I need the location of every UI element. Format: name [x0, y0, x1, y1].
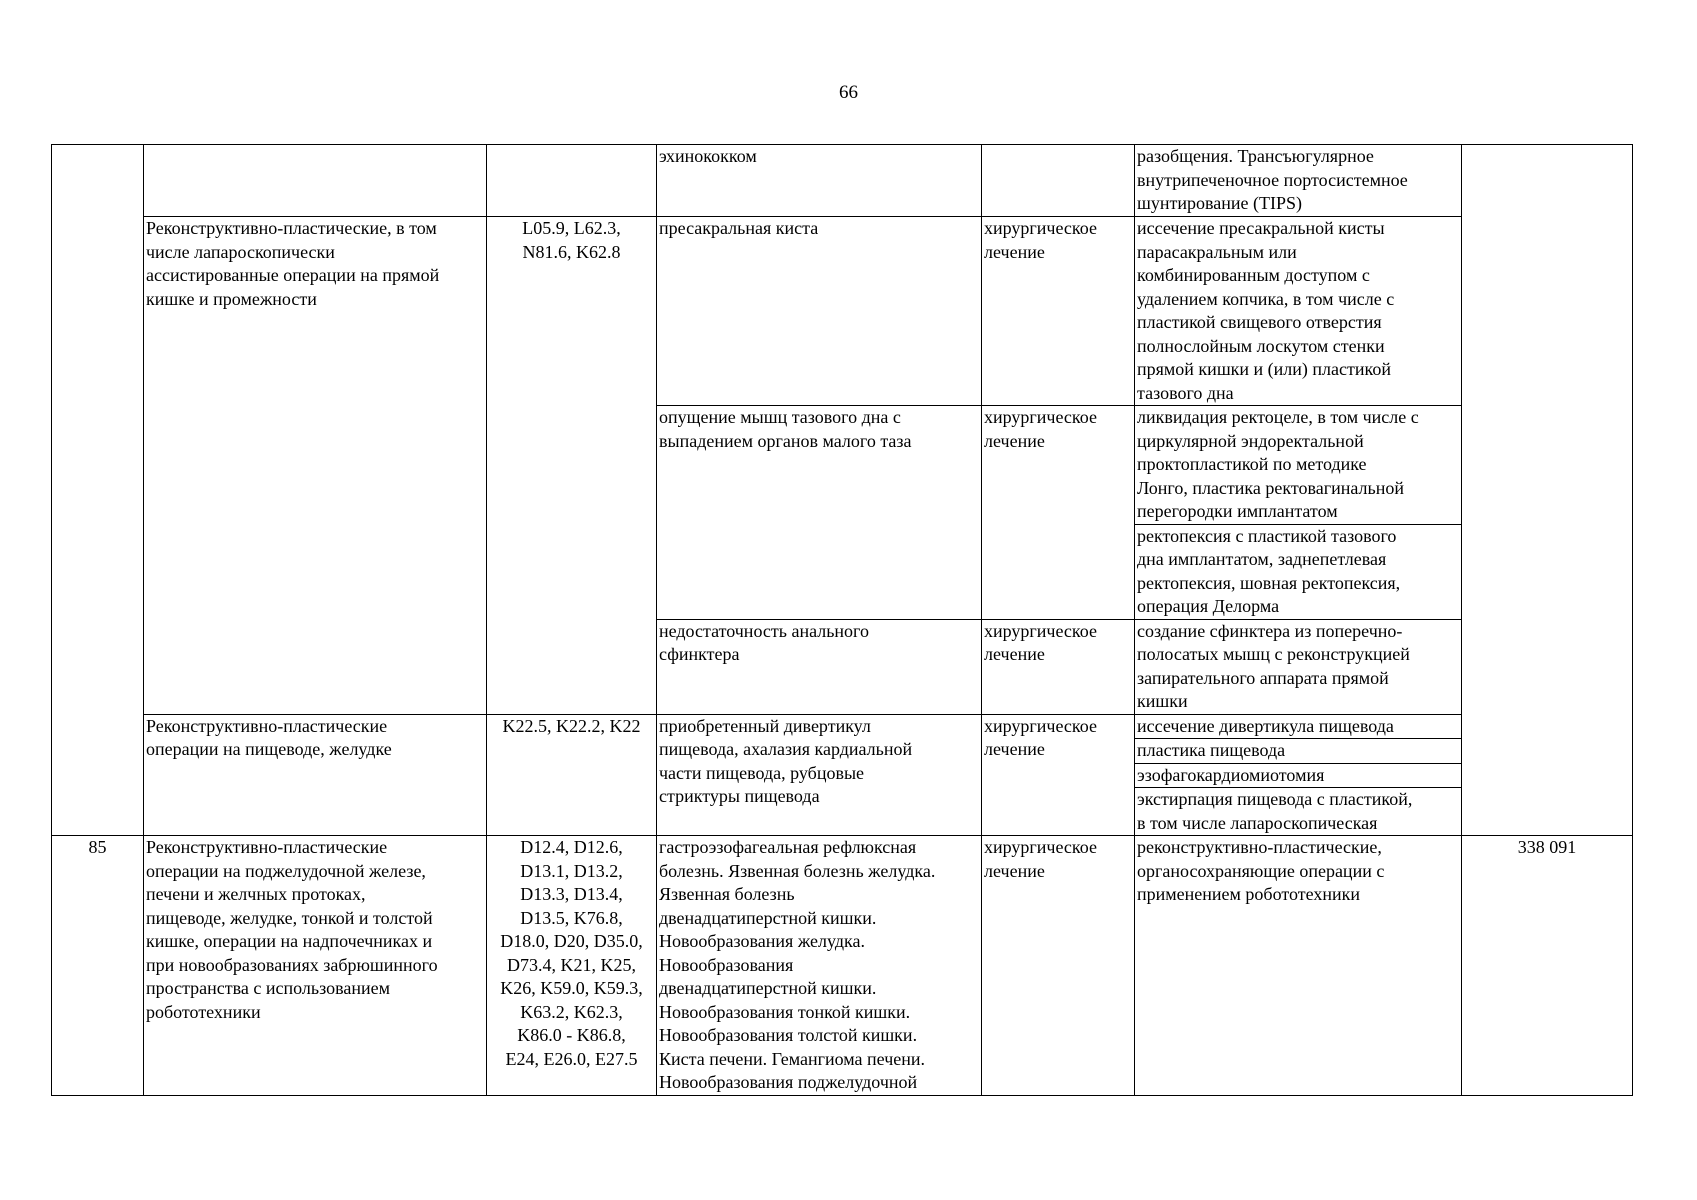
text-line: стриктуры пищевода — [659, 786, 820, 806]
method-cell — [1135, 217, 1462, 406]
diagnosis-cell — [657, 714, 982, 836]
text-line: полнослойным лоскутом стенки — [1137, 335, 1385, 356]
text-line: ликвидация ректоцеле, в том числе с — [1137, 407, 1419, 427]
text-line: создание сфинктера из поперечно- — [1137, 620, 1403, 641]
text-line: лечение — [984, 241, 1045, 262]
text-line: двенадцатиперстной кишки. — [659, 978, 877, 998]
table-row — [52, 714, 1633, 739]
treatment-cell — [982, 619, 1135, 714]
text-line: K63.2, K62.3, — [520, 1001, 623, 1022]
text-line: эхинококком — [659, 146, 757, 166]
text-line: ассистированные операции на прямой — [146, 265, 440, 285]
text-line: D13.3, D13.4, — [520, 884, 623, 904]
text-line: тазового дна — [1137, 382, 1234, 403]
text-line: разобщения. Трансъюгулярное — [1137, 146, 1374, 166]
text-line: дна имплантатом, заднепетлевая — [1137, 549, 1387, 569]
diagnosis-cell — [657, 145, 982, 217]
method-cell — [1135, 145, 1462, 217]
treatment-cell — [982, 145, 1135, 217]
method-cell — [1135, 714, 1462, 739]
table-row — [52, 145, 1633, 217]
text-line: проктопластикой по методике — [1137, 454, 1367, 474]
text-line: пищеводе, желудке, тонкой и толстой — [146, 907, 433, 928]
text-line: двенадцатиперстной кишки. — [659, 907, 877, 928]
text-line: Новообразования поджелудочной — [659, 1072, 918, 1092]
text-line: лечение — [984, 860, 1045, 881]
text-line: операции на поджелудочной железе, — [146, 860, 426, 881]
codes-cell — [487, 217, 657, 715]
codes-cell — [487, 714, 657, 836]
text-line: пищевода, ахалазия кардиальной — [659, 739, 913, 759]
method-cell — [1135, 524, 1462, 619]
text-line: недостаточность анального — [659, 620, 869, 641]
text-line: иссечение дивертикула пищевода — [1137, 715, 1394, 736]
group-name-cell — [144, 217, 487, 715]
text-line: кишке и промежности — [146, 288, 317, 309]
treatment-cell — [982, 406, 1135, 620]
number-cell — [52, 145, 144, 836]
text-line: ректопексия с пластикой тазового — [1137, 525, 1397, 546]
treatment-cell — [982, 714, 1135, 836]
treatment-cell — [982, 836, 1135, 1096]
text-line: операция Делорма — [1137, 596, 1280, 616]
text-line: ректопексия, шовная ректопексия, — [1137, 572, 1401, 593]
services-table — [51, 144, 1633, 1096]
text-line: лечение — [984, 430, 1045, 451]
text-line: внутрипеченочное портосистемное — [1137, 169, 1408, 190]
table-row — [52, 836, 1633, 1096]
text-line: комбинированным доступом с — [1137, 265, 1370, 285]
page-number: 66 — [839, 82, 858, 103]
method-cell — [1135, 406, 1462, 525]
text-line: органосохраняющие операции с — [1137, 860, 1385, 881]
text-line: приобретенный дивертикул — [659, 715, 871, 736]
text-line: запирательного аппарата прямой — [1137, 667, 1389, 688]
text-line: реконструктивно-пластические, — [1137, 837, 1382, 857]
text-line: парасакральным или — [1137, 241, 1297, 262]
text-line: шунтирование (TIPS) — [1137, 193, 1302, 213]
text-line: при новообразованиях забрюшинного — [146, 954, 438, 975]
text-line: лечение — [984, 739, 1045, 759]
method-cell — [1135, 763, 1462, 788]
text-line: E24, E26.0, E27.5 — [505, 1048, 638, 1069]
text-line: гастроэзофагеальная рефлюксная — [659, 837, 917, 857]
number-cell: 85 — [52, 836, 144, 1096]
text-line: K22.5, K22.2, K22 — [502, 715, 641, 736]
text-line: сфинктера — [659, 644, 740, 664]
group-name-cell — [144, 836, 487, 1096]
text-line: эзофагокардиомиотомия — [1137, 764, 1325, 785]
text-line: робототехники — [146, 1001, 261, 1022]
text-line: D12.4, D12.6, — [520, 837, 623, 857]
text-line: Новообразования — [659, 954, 794, 975]
treatment-cell — [982, 217, 1135, 406]
text-line: перегородки имплантатом — [1137, 501, 1338, 521]
text-line: пластика пищевода — [1137, 740, 1286, 760]
text-line: применением робототехники — [1137, 884, 1360, 904]
text-line: K86.0 - K86.8, — [517, 1025, 626, 1045]
text-line: пластикой свищевого отверстия — [1137, 312, 1382, 332]
text-line: числе лапароскопически — [146, 241, 335, 262]
text-line: прямой кишки и (или) пластикой — [1137, 359, 1391, 379]
text-line: лечение — [984, 644, 1045, 664]
text-line: Язвенная болезнь — [659, 884, 795, 904]
text-line: Реконструктивно-пластические — [146, 715, 388, 736]
text-line: полосатых мышц с реконструкцией — [1137, 644, 1410, 664]
text-line: Новообразования желудка. — [659, 931, 865, 951]
text-line: хирургическое — [984, 620, 1097, 641]
text-line: Реконструктивно-пластические, в том — [146, 218, 437, 238]
text-line: опущение мышц тазового дна с — [659, 407, 901, 427]
text-line: болезнь. Язвенная болезнь желудка. — [659, 860, 936, 881]
text-line: хирургическое — [984, 407, 1097, 427]
diagnosis-cell — [657, 406, 982, 620]
text-line: Лонго, пластика ректовагинальной — [1137, 477, 1405, 498]
method-cell — [1135, 836, 1462, 1096]
text-line: иссечение пресакральной кисты — [1137, 218, 1385, 238]
text-line: кишке, операции на надпочечниках и — [146, 931, 433, 951]
codes-cell — [487, 836, 657, 1096]
group-name-cell — [144, 714, 487, 836]
method-cell — [1135, 788, 1462, 836]
text-line: D13.5, K76.8, — [520, 907, 623, 928]
text-line: D18.0, D20, D35.0, — [500, 931, 643, 951]
text-line: D73.4, K21, K25, — [507, 954, 636, 975]
text-line: хирургическое — [984, 715, 1097, 736]
text-line: Реконструктивно-пластические — [146, 837, 388, 857]
text-line: хирургическое — [984, 837, 1097, 857]
codes-cell — [487, 145, 657, 217]
diagnosis-cell — [657, 836, 982, 1096]
text-line: хирургическое — [984, 218, 1097, 238]
method-cell — [1135, 619, 1462, 714]
text-line: части пищевода, рубцовые — [659, 762, 865, 783]
text-line: выпадением органов малого таза — [659, 430, 912, 451]
diagnosis-cell — [657, 619, 982, 714]
cost-cell: 338 091 — [1462, 836, 1633, 1096]
text-line: Киста печени. Гемангиома печени. — [659, 1048, 926, 1069]
text-line: циркулярной эндоректальной — [1137, 430, 1364, 451]
text-line: D13.1, D13.2, — [520, 860, 623, 881]
text-line: удалением копчика, в том числе с — [1137, 288, 1395, 309]
text-line: кишки — [1137, 691, 1188, 711]
group-name-cell — [144, 145, 487, 217]
text-line: Новообразования толстой кишки. — [659, 1025, 918, 1045]
cost-cell — [1462, 145, 1633, 836]
text-line: печени и желчных протоках, — [146, 884, 366, 904]
text-line: N81.6, K62.8 — [522, 241, 621, 262]
text-line: экстирпация пищевода с пластикой, — [1137, 789, 1413, 809]
text-line: пресакральная киста — [659, 218, 819, 238]
diagnosis-cell — [657, 217, 982, 406]
method-cell — [1135, 739, 1462, 764]
text-line: K26, K59.0, K59.3, — [500, 978, 643, 998]
text-line: Новообразования тонкой кишки. — [659, 1001, 911, 1022]
text-line: пространства с использованием — [146, 978, 390, 998]
table-row — [52, 217, 1633, 406]
text-line: L05.9, L62.3, — [522, 218, 621, 238]
text-line: операции на пищеводе, желудке — [146, 739, 392, 759]
text-line: в том числе лапароскопическая — [1137, 812, 1378, 833]
